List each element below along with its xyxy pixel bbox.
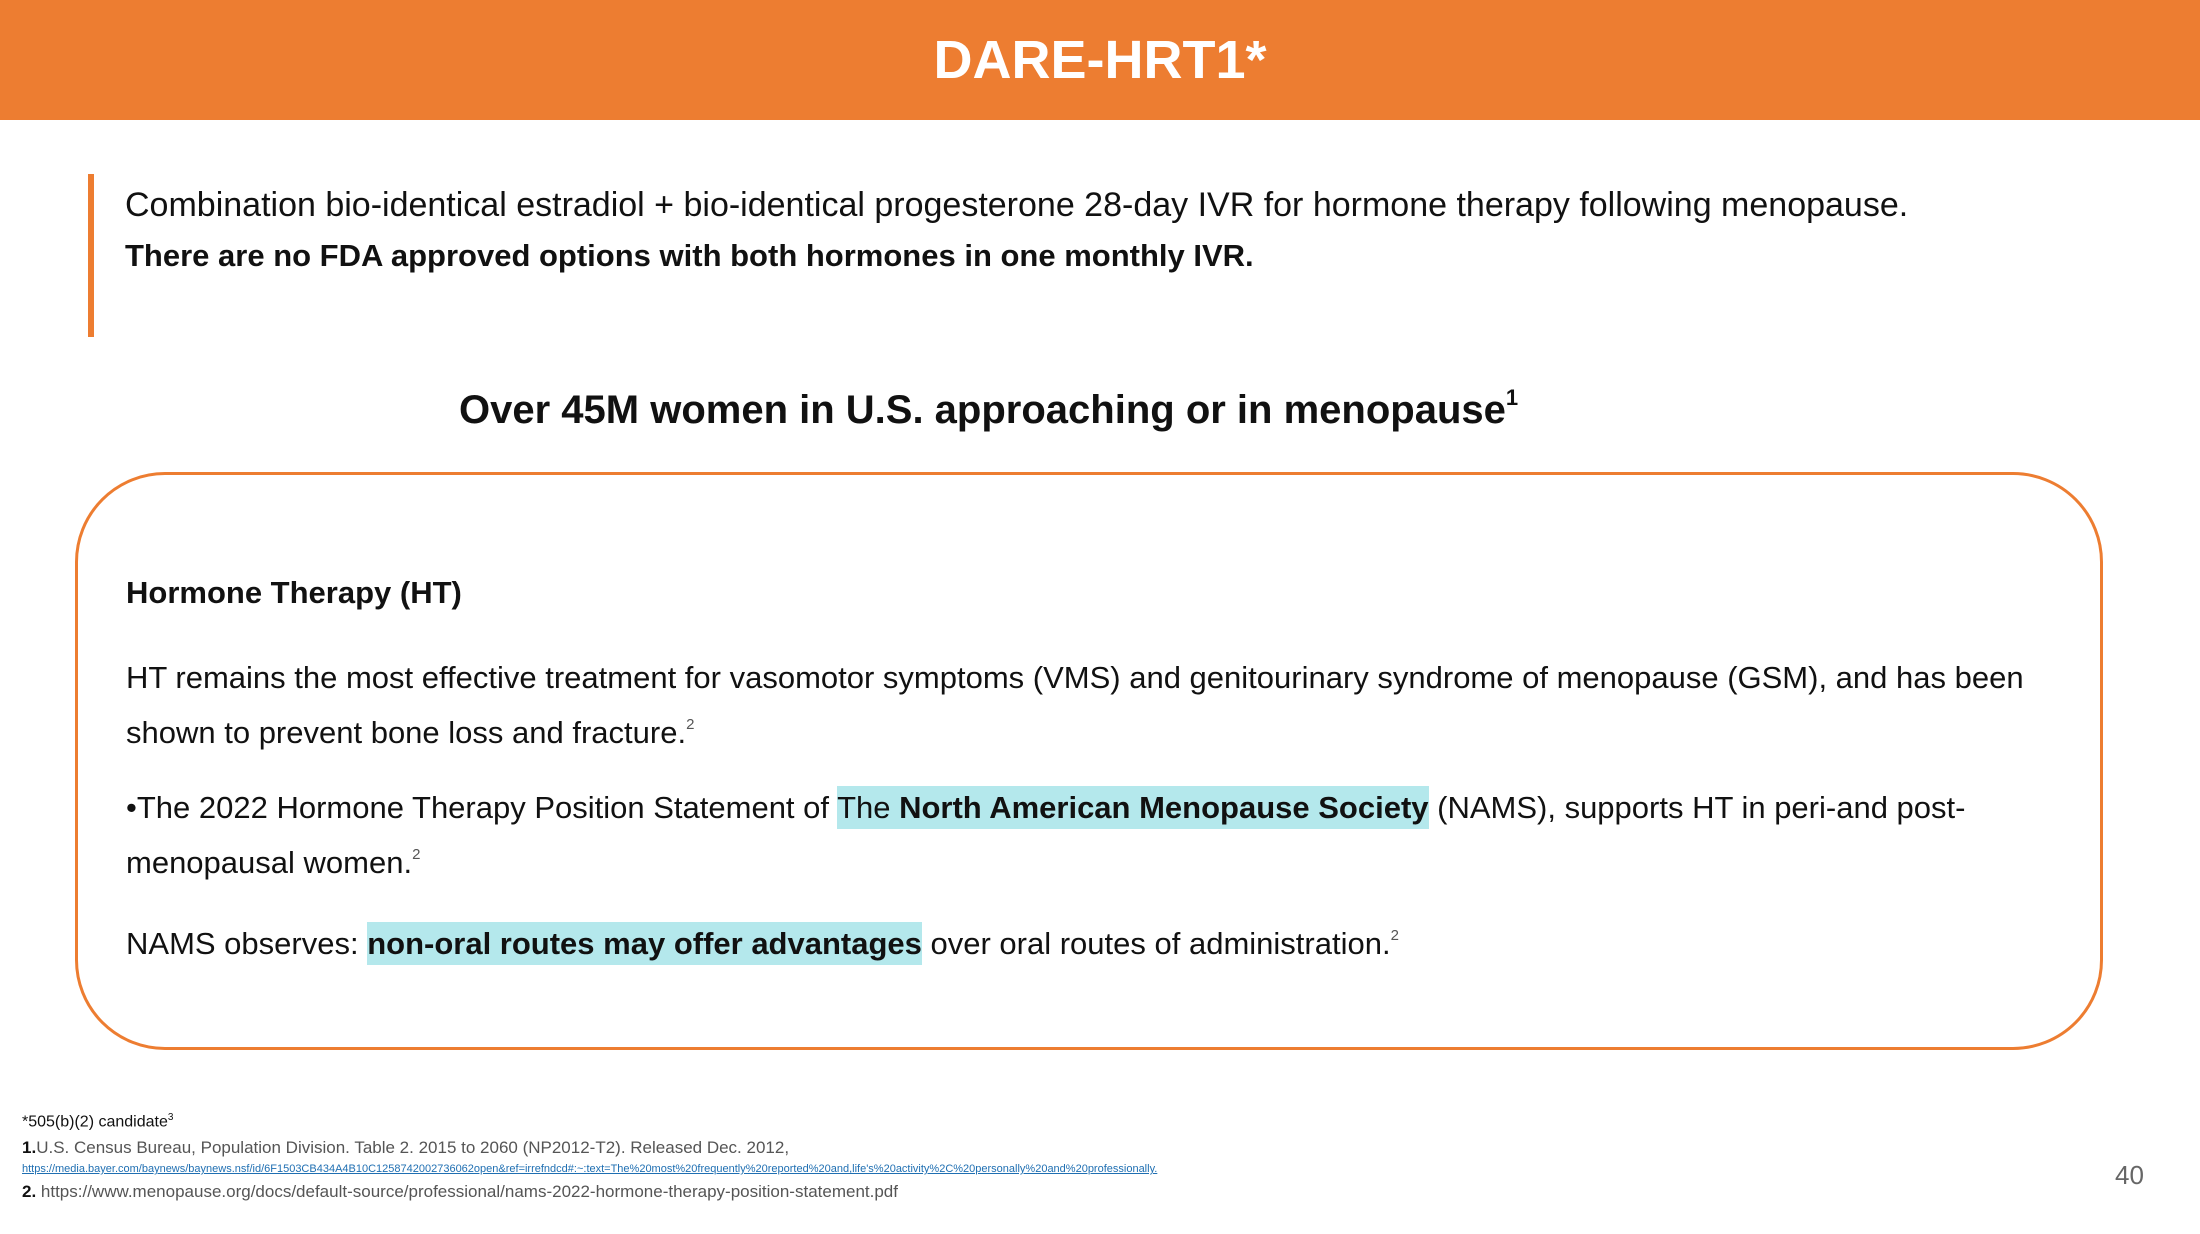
footnote-2-number: 2. — [22, 1182, 37, 1201]
paragraph-text: NAMS observes: — [126, 926, 368, 961]
footnote-candidate-text: *505(b)(2) candidate — [22, 1113, 168, 1131]
footnote-1 — [22, 1138, 789, 1158]
headline-text: Over 45M women in U.S. approaching or in menopause — [459, 388, 1506, 432]
highlight-nams — [837, 786, 1428, 829]
footnote-1-link[interactable]: https://media.bayer.com/baynews/baynews.nsf/id/6F1503CB434A4B10C1258742002736062open&ref=irrefndcd#:~:text=The%20most%20frequently%20reported%20and,life's%20activity%2C%20personally%20and%20professionally. — [22, 1163, 1158, 1175]
footnote-ref: 2 — [1390, 927, 1399, 944]
footnote-ref: 2 — [412, 846, 421, 863]
paragraph-nams-statement — [126, 784, 2086, 886]
paragraph-ht-effective — [126, 654, 2086, 756]
page-number: 40 — [2115, 1160, 2144, 1190]
paragraph-text: •The 2022 Hormone Therapy Position Statement of — [126, 790, 838, 825]
paragraph-text-after: over oral routes of administration. — [921, 926, 1391, 961]
intro-bold-text: There are no FDA approved options with both hormones in one monthly IVR. — [125, 238, 1254, 273]
box-title: Hormone Therapy (HT) — [126, 575, 462, 610]
paragraph-nams-observes — [126, 912, 2086, 967]
footnote-candidate — [22, 1112, 173, 1131]
slide-title: DARE-HRT1* — [933, 30, 1267, 90]
headline — [459, 385, 1518, 433]
highlight-bold-text: North American Menopause Society — [899, 790, 1429, 825]
highlight-non-oral: non-oral routes may offer advantages — [367, 922, 922, 965]
highlight-plain-text: The — [837, 790, 900, 825]
footnote-1-number: 1. — [22, 1138, 37, 1157]
footnote-ref: 2 — [686, 716, 695, 733]
headline-footnote-ref: 1 — [1505, 385, 1519, 410]
title-bar — [0, 0, 2200, 120]
footnote-2 — [22, 1182, 898, 1202]
footnote-2-link[interactable]: https://www.menopause.org/docs/default-source/professional/nams-2022-hormone-therapy-position-statement.pdf — [36, 1182, 898, 1201]
footnote-1-text: U.S. Census Bureau, Population Division. Table 2. 2015 to 2060 (NP2012-T2). Released Dec. 2012, — [36, 1138, 790, 1157]
paragraph-text-after: (NAMS), supports HT in peri-and post-menopausal women. — [126, 790, 1966, 880]
footnote-candidate-ref: 3 — [167, 1112, 174, 1123]
paragraph-text: HT remains the most effective treatment for vasomotor symptoms (VMS) and genitourinary syndrome of menopause (GSM), and has been shown to prevent bone loss and fracture. — [126, 660, 2024, 750]
intro-text: Combination bio-identical estradiol + bio-identical progesterone 28-day IVR for hormone therapy following menopause. — [125, 186, 1909, 224]
quote-accent-bar — [88, 174, 94, 337]
